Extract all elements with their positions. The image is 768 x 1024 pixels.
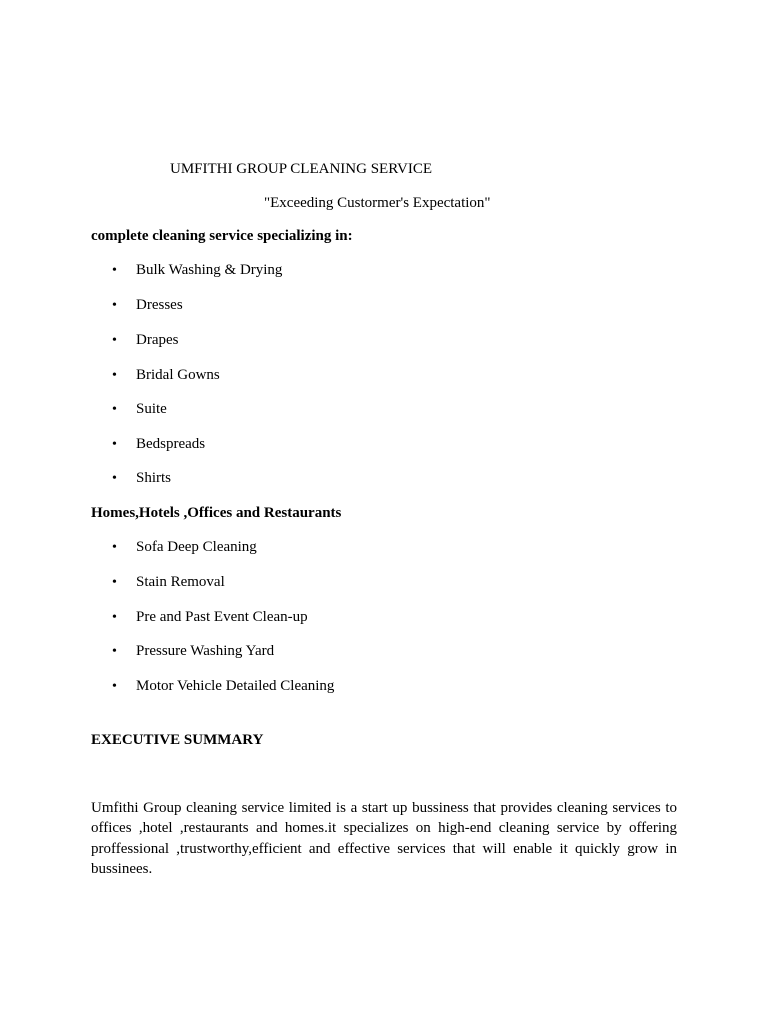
bullet-icon: •: [112, 575, 117, 590]
list-item-label: Bulk Washing & Drying: [136, 262, 283, 278]
list-item-label: Suite: [136, 401, 167, 417]
list-item: [112, 366, 220, 385]
bullet-icon: •: [112, 644, 117, 659]
list-item-label: Sofa Deep Cleaning: [136, 539, 257, 555]
list-item-label: Pressure Washing Yard: [136, 643, 275, 659]
bullet-icon: •: [112, 368, 117, 383]
bullet-icon: •: [112, 437, 117, 452]
list-item: [112, 608, 308, 627]
list-item-label: Bedspreads: [136, 436, 206, 452]
list-item-label: Shirts: [136, 470, 172, 486]
bullet-icon: •: [112, 610, 117, 625]
executive-summary-heading: EXECUTIVE SUMMARY: [91, 732, 264, 748]
list-item-label: Motor Vehicle Detailed Cleaning: [136, 678, 335, 694]
list-item: [112, 400, 167, 419]
section2-heading: Homes,Hotels ,Offices and Restaurants: [91, 505, 342, 521]
list-item-label: Pre and Past Event Clean-up: [136, 609, 308, 625]
list-item-label: Bridal Gowns: [136, 367, 220, 383]
list-item: [112, 469, 171, 488]
list-item: [112, 296, 183, 315]
list-item: [112, 677, 334, 696]
list-item: [112, 261, 282, 280]
list-item: [112, 573, 225, 592]
list-item-label: Drapes: [136, 332, 179, 348]
bullet-icon: •: [112, 402, 117, 417]
bullet-icon: •: [112, 298, 117, 313]
bullet-icon: •: [112, 333, 117, 348]
executive-summary-body: Umfithi Group cleaning service limited is a start up bussiness that provides cleaning services to offices ,hotel ,restaurants and homes.it specializes on high-end cleaning service by offering proffessional ,trustworthy,efficient and effective services that will enable it quickly grow in bussinees.: [91, 800, 677, 878]
bullet-icon: •: [112, 540, 117, 555]
list-item: [112, 331, 178, 350]
bullet-icon: •: [112, 263, 117, 278]
list-item: [112, 435, 205, 454]
bullet-icon: •: [112, 471, 117, 486]
document-title: UMFITHI GROUP CLEANING SERVICE: [170, 161, 432, 177]
list-item-label: Stain Removal: [136, 574, 225, 590]
list-item-label: Dresses: [136, 297, 183, 313]
bullet-icon: •: [112, 679, 117, 694]
slogan: "Exceeding Custormer's Expectation": [264, 195, 491, 211]
list-item: [112, 538, 257, 557]
section1-heading: complete cleaning service specializing in:: [91, 228, 353, 244]
list-item: [112, 642, 274, 661]
